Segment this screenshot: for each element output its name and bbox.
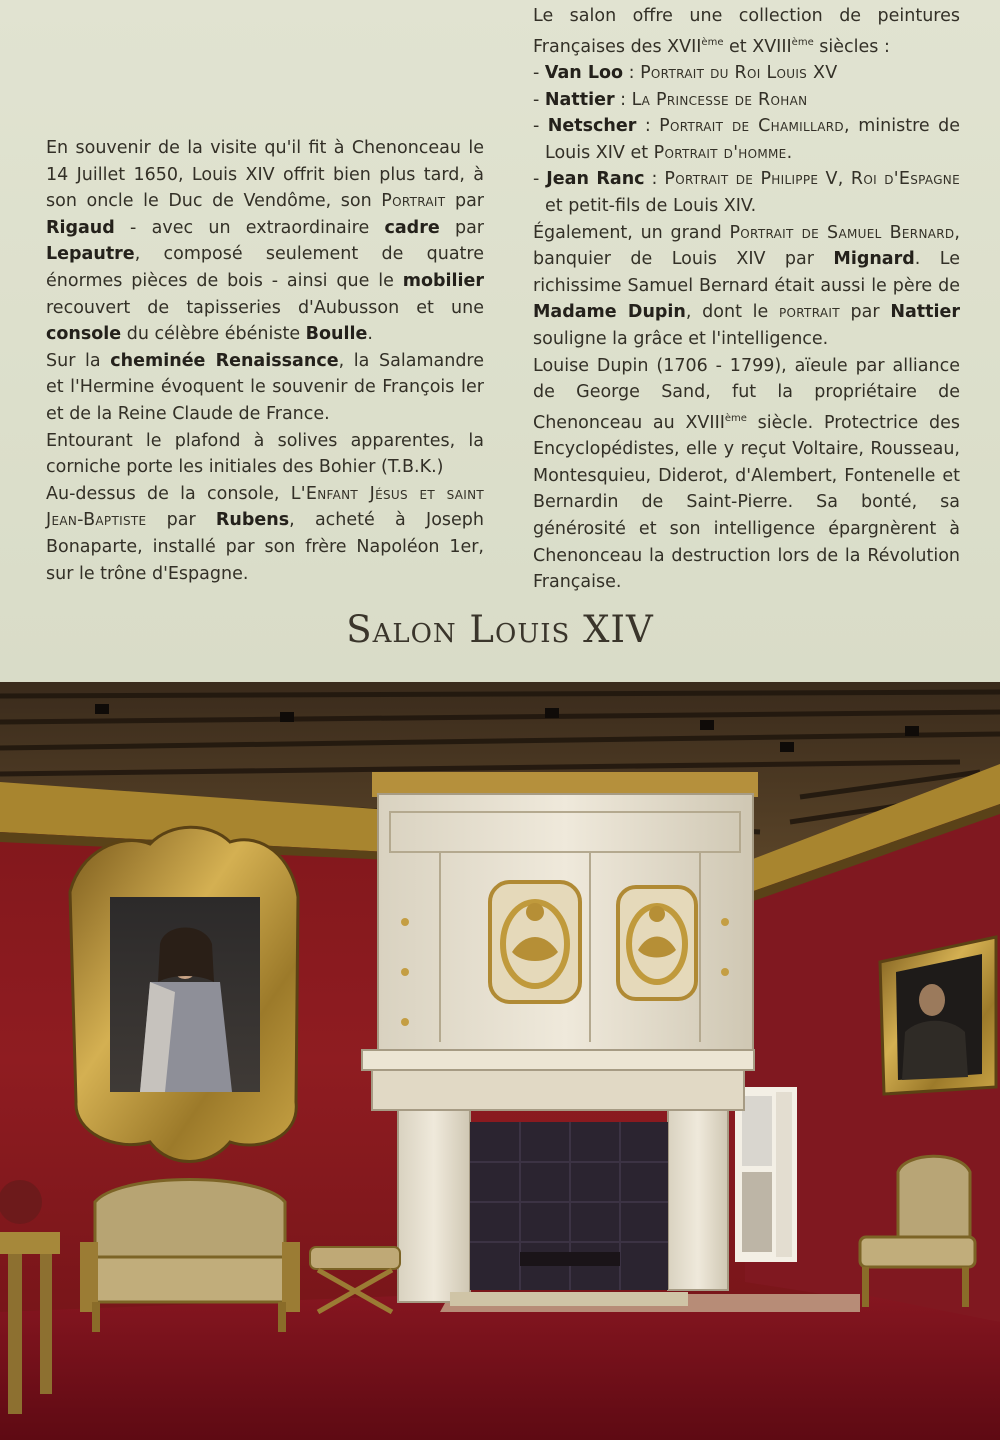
paragraph-collection-intro: Le salon offre une collection de peintures Françaises des XVIIème et XVIIIème siècles : <box>533 6 960 57</box>
salon-photo <box>0 682 1000 1440</box>
paragraph-fireplace: Sur la cheminée Renaissance, la Salamandre et l'Hermine évoquent le souvenir de François Ier et de la Reine Claude de France. <box>46 350 484 424</box>
salamander-medallion <box>490 882 580 1002</box>
list-item-netscher: - Netscher : Portrait de Chamillard, ministre de Louis XIV et Portrait d'homme. <box>533 116 960 163</box>
paragraph-samuel-bernard: Également, un grand Portrait de Samuel Bernard, banquier de Louis XIV par Mignard. Le richissime Samuel Bernard était aussi le père de Madame Dupin, dont le portrait par Nattier souligne la grâce et l'intelligence. <box>533 222 960 349</box>
right-text-column <box>533 3 960 596</box>
left-text-column <box>46 135 484 587</box>
ermine-medallion <box>618 887 696 999</box>
paragraph-ceiling: Entourant le plafond à solives apparentes, la corniche porte les initiales des Bohier (T.B.K.) <box>46 430 484 478</box>
paragraph-louise-dupin: Louise Dupin (1706 - 1799), aïeule par alliance de George Sand, fut la propriétaire de Chenonceau au XVIIIème siècle. Protectrice des Encyclopédistes, elle y reçut Voltaire, Rousseau, Montesquieu, Diderot, d'Alembert, Fontenelle et Bernardin de Saint-Pierre. Sa bonté, sa générosité et son intelligence épargnèrent à Chenonceau la destruction lors de la Révolution Française. <box>533 355 960 593</box>
renaissance-fireplace <box>362 772 758 1306</box>
paragraph-portrait-gift: En souvenir de la visite qu'il fit à Chenonceau le 14 Juillet 1650, Louis XIV offrit bien plus tard, à son oncle le Duc de Vendôme, son Portrait par Rigaud - avec un extraordinaire cadre par Lepautre, composé seulement de quatre énormes pièces de bois - ainsi que le mobilier recouvert de tapisseries d'Aubusson et une console du célèbre ébéniste Boulle. <box>46 138 484 345</box>
list-item-van-loo: - Van Loo : Portrait du Roi Louis XV <box>533 63 838 84</box>
paragraph-rubens: Au-dessus de la console, L'Enfant Jésus et saint Jean-Baptiste par Rubens, acheté à Joseph Bonaparte, installé par son frère Napoléon 1er, sur le trône d'Espagne. <box>46 483 484 584</box>
page-title: Salon Louis XIV <box>346 608 654 651</box>
list-item-nattier: - Nattier : La Princesse de Rohan <box>533 89 808 110</box>
louis-xiv-portrait <box>70 827 298 1161</box>
right-wall-portrait <box>880 937 996 1094</box>
list-item-jean-ranc: - Jean Ranc : Portrait de Philippe V, Roi d'Espagne et petit-fils de Louis XIV. <box>533 169 960 216</box>
